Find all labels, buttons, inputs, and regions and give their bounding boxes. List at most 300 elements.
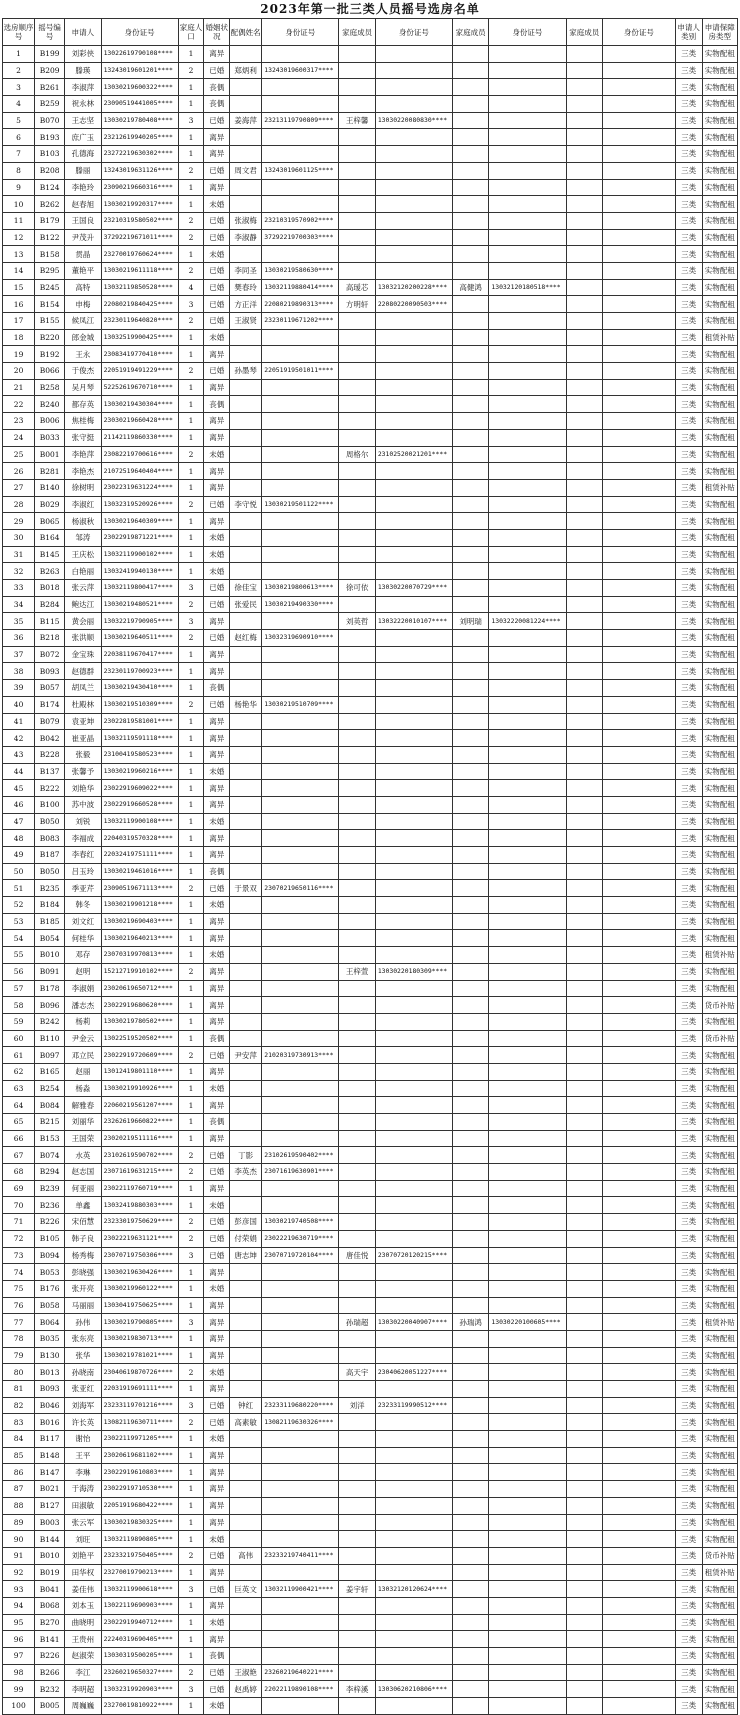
- table-cell: 13030219461016****: [101, 863, 178, 880]
- table-cell: [230, 980, 262, 997]
- table-cell: 23272219630302****: [101, 146, 178, 163]
- table-cell: [230, 1564, 262, 1581]
- table-row: [3, 429, 738, 446]
- table-cell: 23040620051227****: [375, 1364, 452, 1381]
- table-cell: 13030220100605****: [489, 1314, 566, 1331]
- table-cell: B259: [35, 96, 65, 113]
- table-cell: [566, 1364, 602, 1381]
- table-cell: 王永: [65, 346, 101, 363]
- table-cell: 三类: [675, 313, 702, 330]
- table-cell: 13030220180309****: [375, 963, 452, 980]
- table-cell: 三类: [675, 246, 702, 263]
- table-cell: B042: [35, 730, 65, 747]
- table-cell: [339, 596, 375, 613]
- table-cell: [489, 897, 566, 914]
- table-cell: 44: [3, 763, 35, 780]
- table-cell: 离异: [204, 479, 230, 496]
- table-cell: 焦桂梅: [65, 413, 101, 430]
- table-cell: [452, 880, 488, 897]
- table-cell: [602, 913, 675, 930]
- table-cell: 13030219640213****: [101, 930, 178, 947]
- table-cell: 2: [178, 1047, 204, 1064]
- table-cell: B208: [35, 162, 65, 179]
- table-cell: [566, 229, 602, 246]
- table-cell: 23102520021201****: [375, 446, 452, 463]
- table-cell: 2: [178, 496, 204, 513]
- table-cell: 1: [178, 796, 204, 813]
- table-cell: 1: [178, 863, 204, 880]
- table-row: [3, 930, 738, 947]
- table-cell: [489, 1481, 566, 1498]
- table-cell: [375, 696, 452, 713]
- table-cell: [452, 1197, 488, 1214]
- table-cell: 1: [178, 1698, 204, 1715]
- table-cell: 13030219510309****: [101, 696, 178, 713]
- table-row: [3, 46, 738, 63]
- table-cell: 23100419580523****: [101, 746, 178, 763]
- table-cell: [489, 179, 566, 196]
- table-cell: [452, 346, 488, 363]
- table-cell: [489, 196, 566, 213]
- table-cell: 2: [178, 262, 204, 279]
- table-cell: [375, 1297, 452, 1314]
- table-cell: 23260219650327****: [101, 1664, 178, 1681]
- table-row: [3, 479, 738, 496]
- table-cell: 已婚: [204, 1214, 230, 1231]
- table-cell: 赵明: [65, 963, 101, 980]
- table-cell: [230, 513, 262, 530]
- table-row: [3, 379, 738, 396]
- table-cell: [566, 830, 602, 847]
- table-row: [3, 1030, 738, 1047]
- table-row: [3, 880, 738, 897]
- table-cell: B093: [35, 663, 65, 680]
- table-cell: 13030319500205****: [101, 1648, 178, 1665]
- table-cell: [339, 1481, 375, 1498]
- table-cell: [452, 1130, 488, 1147]
- table-cell: 三类: [675, 1431, 702, 1448]
- table-cell: 7: [3, 146, 35, 163]
- table-cell: 1: [178, 947, 204, 964]
- table-cell: 货币补贴: [702, 1030, 737, 1047]
- table-cell: 三类: [675, 62, 702, 79]
- table-cell: 实物配租: [702, 1280, 737, 1297]
- table-cell: [602, 1514, 675, 1531]
- table-cell: [489, 696, 566, 713]
- table-cell: [566, 513, 602, 530]
- table-cell: [230, 246, 262, 263]
- table-cell: 35: [3, 613, 35, 630]
- table-cell: [339, 1547, 375, 1564]
- table-cell: 离异: [204, 1631, 230, 1648]
- table-cell: [566, 129, 602, 146]
- table-cell: 已婚: [204, 1664, 230, 1681]
- table-cell: [339, 563, 375, 580]
- table-cell: [339, 413, 375, 430]
- table-cell: 84: [3, 1431, 35, 1448]
- table-cell: 已婚: [204, 162, 230, 179]
- table-cell: 未婚: [204, 1364, 230, 1381]
- table-cell: [602, 646, 675, 663]
- table-cell: [339, 913, 375, 930]
- table-cell: [489, 563, 566, 580]
- table-cell: B079: [35, 713, 65, 730]
- table-cell: B115: [35, 613, 65, 630]
- table-cell: [452, 1631, 488, 1648]
- table-cell: 13030219830325****: [101, 1514, 178, 1531]
- table-cell: [375, 413, 452, 430]
- table-cell: [375, 346, 452, 363]
- table-cell: 实物配租: [702, 1481, 737, 1498]
- table-cell: [489, 1447, 566, 1464]
- table-cell: 王梓馨: [339, 112, 375, 129]
- table-cell: [602, 997, 675, 1014]
- table-cell: 1: [178, 563, 204, 580]
- table-cell: [452, 196, 488, 213]
- table-cell: 93: [3, 1581, 35, 1598]
- table-cell: [602, 1130, 675, 1147]
- table-row: [3, 162, 738, 179]
- table-cell: 51: [3, 880, 35, 897]
- table-cell: 三类: [675, 162, 702, 179]
- table-cell: [339, 813, 375, 830]
- table-cell: 李明超: [65, 1681, 101, 1698]
- table-cell: 杜殿林: [65, 696, 101, 713]
- table-cell: [566, 1597, 602, 1614]
- table-cell: [566, 262, 602, 279]
- table-cell: 彭彦国: [230, 1214, 262, 1231]
- table-cell: 三类: [675, 1197, 702, 1214]
- table-cell: 23233219740411****: [262, 1547, 339, 1564]
- table-cell: [602, 1030, 675, 1047]
- table-cell: 50: [3, 863, 35, 880]
- table-cell: 三类: [675, 980, 702, 997]
- table-cell: 刘丽华: [65, 1114, 101, 1131]
- table-cell: [566, 546, 602, 563]
- table-cell: 39: [3, 680, 35, 697]
- table-cell: 3: [3, 79, 35, 96]
- table-cell: [566, 162, 602, 179]
- table-cell: 2: [178, 963, 204, 980]
- table-row: [3, 1447, 738, 1464]
- table-cell: [489, 963, 566, 980]
- table-cell: [262, 1114, 339, 1131]
- table-cell: [375, 980, 452, 997]
- table-cell: 实物配租: [702, 513, 737, 530]
- table-row: [3, 279, 738, 296]
- table-cell: 姜海萍: [230, 112, 262, 129]
- table-cell: [375, 646, 452, 663]
- table-row: [3, 1297, 738, 1314]
- table-cell: 13030219780502****: [101, 1013, 178, 1030]
- table-cell: [230, 1464, 262, 1481]
- table-cell: 王庆松: [65, 546, 101, 563]
- table-cell: 实物配租: [702, 813, 737, 830]
- table-cell: [566, 863, 602, 880]
- table-row: [3, 897, 738, 914]
- table-cell: 52: [3, 897, 35, 914]
- table-cell: [602, 146, 675, 163]
- table-cell: B218: [35, 630, 65, 647]
- table-cell: 三类: [675, 1447, 702, 1464]
- table-cell: [452, 1564, 488, 1581]
- table-cell: 实物配租: [702, 913, 737, 930]
- column-header: 身份证号: [489, 19, 566, 46]
- table-cell: 货币补贴: [702, 997, 737, 1014]
- table-cell: [452, 1648, 488, 1665]
- table-cell: [566, 413, 602, 430]
- table-cell: [230, 1531, 262, 1548]
- table-cell: 巨英文: [230, 1581, 262, 1598]
- table-cell: [339, 1347, 375, 1364]
- table-cell: 三类: [675, 1497, 702, 1514]
- table-cell: [602, 529, 675, 546]
- table-cell: 三类: [675, 79, 702, 96]
- table-cell: 41: [3, 713, 35, 730]
- table-cell: [566, 763, 602, 780]
- table-cell: [602, 363, 675, 380]
- table-cell: 已婚: [204, 1164, 230, 1181]
- table-cell: [375, 930, 452, 947]
- table-cell: 三类: [675, 1147, 702, 1164]
- table-cell: [262, 1497, 339, 1514]
- table-cell: 1: [178, 730, 204, 747]
- table-cell: 1: [178, 997, 204, 1014]
- table-cell: [375, 880, 452, 897]
- table-cell: 实物配租: [702, 1381, 737, 1398]
- table-cell: 23270019790213****: [101, 1564, 178, 1581]
- table-cell: [452, 730, 488, 747]
- table-cell: 张云军: [65, 1514, 101, 1531]
- table-cell: [375, 1130, 452, 1147]
- table-cell: 李梓溪: [339, 1681, 375, 1698]
- table-cell: [230, 1030, 262, 1047]
- table-cell: [230, 1114, 262, 1131]
- table-cell: 已婚: [204, 279, 230, 296]
- table-cell: 袁亚坤: [65, 713, 101, 730]
- table-cell: 三类: [675, 880, 702, 897]
- table-header-row: [3, 19, 738, 46]
- table-cell: [566, 1247, 602, 1264]
- table-cell: [262, 1614, 339, 1631]
- table-cell: 22080219890313****: [262, 296, 339, 313]
- table-cell: 实物配租: [702, 112, 737, 129]
- table-row: [3, 696, 738, 713]
- table-cell: [452, 913, 488, 930]
- table-cell: [339, 680, 375, 697]
- table-cell: 1: [178, 1648, 204, 1665]
- table-cell: 三类: [675, 563, 702, 580]
- table-cell: [339, 1280, 375, 1297]
- table-cell: [452, 1180, 488, 1197]
- table-row: [3, 913, 738, 930]
- table-cell: 胡凤兰: [65, 680, 101, 697]
- table-cell: [602, 1497, 675, 1514]
- table-cell: 13032119800417****: [101, 580, 178, 597]
- table-cell: 李福成: [65, 830, 101, 847]
- table-cell: [262, 1631, 339, 1648]
- table-cell: [566, 329, 602, 346]
- table-cell: B242: [35, 1013, 65, 1030]
- table-row: [3, 863, 738, 880]
- table-cell: 58: [3, 997, 35, 1014]
- table-cell: 三类: [675, 1531, 702, 1548]
- table-cell: B141: [35, 1631, 65, 1648]
- table-cell: [566, 1397, 602, 1414]
- table-cell: 94: [3, 1597, 35, 1614]
- table-cell: B057: [35, 680, 65, 697]
- table-cell: B239: [35, 1180, 65, 1197]
- table-cell: [602, 1047, 675, 1064]
- table-cell: 实物配租: [702, 146, 737, 163]
- table-cell: 70: [3, 1197, 35, 1214]
- table-cell: [602, 379, 675, 396]
- table-cell: [489, 1214, 566, 1231]
- table-cell: 1: [178, 897, 204, 914]
- table-cell: 13243019601125****: [262, 162, 339, 179]
- table-cell: 13032119900618****: [101, 1581, 178, 1598]
- table-row: [3, 529, 738, 546]
- table-cell: [375, 1481, 452, 1498]
- table-cell: [452, 897, 488, 914]
- table-cell: B226: [35, 1214, 65, 1231]
- table-cell: 23022219630719****: [262, 1230, 339, 1247]
- table-cell: 13030219780408****: [101, 112, 178, 129]
- table-cell: [375, 1648, 452, 1665]
- table-cell: [489, 1180, 566, 1197]
- table-cell: 未婚: [204, 246, 230, 263]
- table-cell: 实物配租: [702, 62, 737, 79]
- table-cell: [602, 112, 675, 129]
- table-cell: [489, 1297, 566, 1314]
- table-cell: [489, 513, 566, 530]
- table-cell: [489, 546, 566, 563]
- table-cell: [602, 463, 675, 480]
- table-cell: 19: [3, 346, 35, 363]
- table-cell: [262, 1447, 339, 1464]
- table-cell: [566, 1564, 602, 1581]
- table-cell: 40: [3, 696, 35, 713]
- table-cell: 实物配租: [702, 1330, 737, 1347]
- table-cell: B164: [35, 529, 65, 546]
- table-cell: B033: [35, 429, 65, 446]
- table-cell: [566, 963, 602, 980]
- table-cell: 未婚: [204, 546, 230, 563]
- table-cell: 周格尔: [339, 446, 375, 463]
- table-cell: B179: [35, 212, 65, 229]
- table-cell: [230, 346, 262, 363]
- table-cell: [489, 1381, 566, 1398]
- table-cell: 三类: [675, 379, 702, 396]
- table-cell: 13022519520502****: [101, 1030, 178, 1047]
- table-cell: 1: [178, 1514, 204, 1531]
- table-cell: [262, 1364, 339, 1381]
- table-cell: [339, 1597, 375, 1614]
- table-cell: [452, 496, 488, 513]
- table-cell: 1: [178, 1114, 204, 1131]
- table-cell: 实物配租: [702, 663, 737, 680]
- table-cell: 丧偶: [204, 680, 230, 697]
- table-cell: [452, 246, 488, 263]
- table-cell: [489, 1063, 566, 1080]
- table-cell: 23020219511116****: [101, 1130, 178, 1147]
- table-cell: B050: [35, 863, 65, 880]
- table-cell: [566, 1631, 602, 1648]
- table-cell: 三类: [675, 1330, 702, 1347]
- table-cell: [566, 796, 602, 813]
- table-cell: 实物配租: [702, 246, 737, 263]
- table-cell: 45: [3, 780, 35, 797]
- table-cell: [339, 463, 375, 480]
- table-cell: [230, 1330, 262, 1347]
- table-row: [3, 830, 738, 847]
- table-cell: [339, 880, 375, 897]
- table-cell: B006: [35, 413, 65, 430]
- table-cell: [230, 1597, 262, 1614]
- table-cell: 2: [178, 1164, 204, 1181]
- table-cell: 三类: [675, 1347, 702, 1364]
- table-cell: 离异: [204, 1297, 230, 1314]
- table-cell: B083: [35, 830, 65, 847]
- table-cell: [602, 1547, 675, 1564]
- table-cell: 苏中波: [65, 796, 101, 813]
- table-cell: B235: [35, 880, 65, 897]
- table-cell: 董艳平: [65, 262, 101, 279]
- table-cell: [602, 1631, 675, 1648]
- table-cell: 三类: [675, 680, 702, 697]
- table-cell: 100: [3, 1698, 35, 1715]
- table-cell: 徐树明: [65, 479, 101, 496]
- table-cell: [375, 680, 452, 697]
- table-cell: [230, 796, 262, 813]
- column-header: 摇号编号: [35, 19, 65, 46]
- table-cell: 已婚: [204, 596, 230, 613]
- table-cell: 崔亚晶: [65, 730, 101, 747]
- table-cell: [566, 730, 602, 747]
- table-cell: 都存英: [65, 396, 101, 413]
- table-cell: [339, 1164, 375, 1181]
- table-cell: [566, 563, 602, 580]
- table-cell: 实物配租: [702, 229, 737, 246]
- table-cell: 13030219580630****: [262, 262, 339, 279]
- table-cell: [452, 930, 488, 947]
- table-cell: 张馨予: [65, 763, 101, 780]
- table-cell: [262, 830, 339, 847]
- table-cell: [489, 1097, 566, 1114]
- table-cell: 22032419751111****: [101, 847, 178, 864]
- table-cell: [452, 1381, 488, 1398]
- table-cell: [262, 46, 339, 63]
- table-cell: 三类: [675, 1030, 702, 1047]
- table-cell: 尹茂升: [65, 229, 101, 246]
- table-row: [3, 580, 738, 597]
- table-cell: 3: [178, 1397, 204, 1414]
- table-cell: 于海涛: [65, 1481, 101, 1498]
- table-cell: 2: [178, 363, 204, 380]
- table-cell: 13030219430304****: [101, 396, 178, 413]
- table-cell: 田华权: [65, 1564, 101, 1581]
- table-cell: [452, 79, 488, 96]
- table-cell: 三类: [675, 1414, 702, 1431]
- table-row: [3, 1180, 738, 1197]
- table-cell: [452, 813, 488, 830]
- table-cell: 69: [3, 1180, 35, 1197]
- table-cell: [452, 663, 488, 680]
- table-cell: [230, 1648, 262, 1665]
- table-cell: 实物配租: [702, 1130, 737, 1147]
- table-row: [3, 329, 738, 346]
- table-cell: [262, 513, 339, 530]
